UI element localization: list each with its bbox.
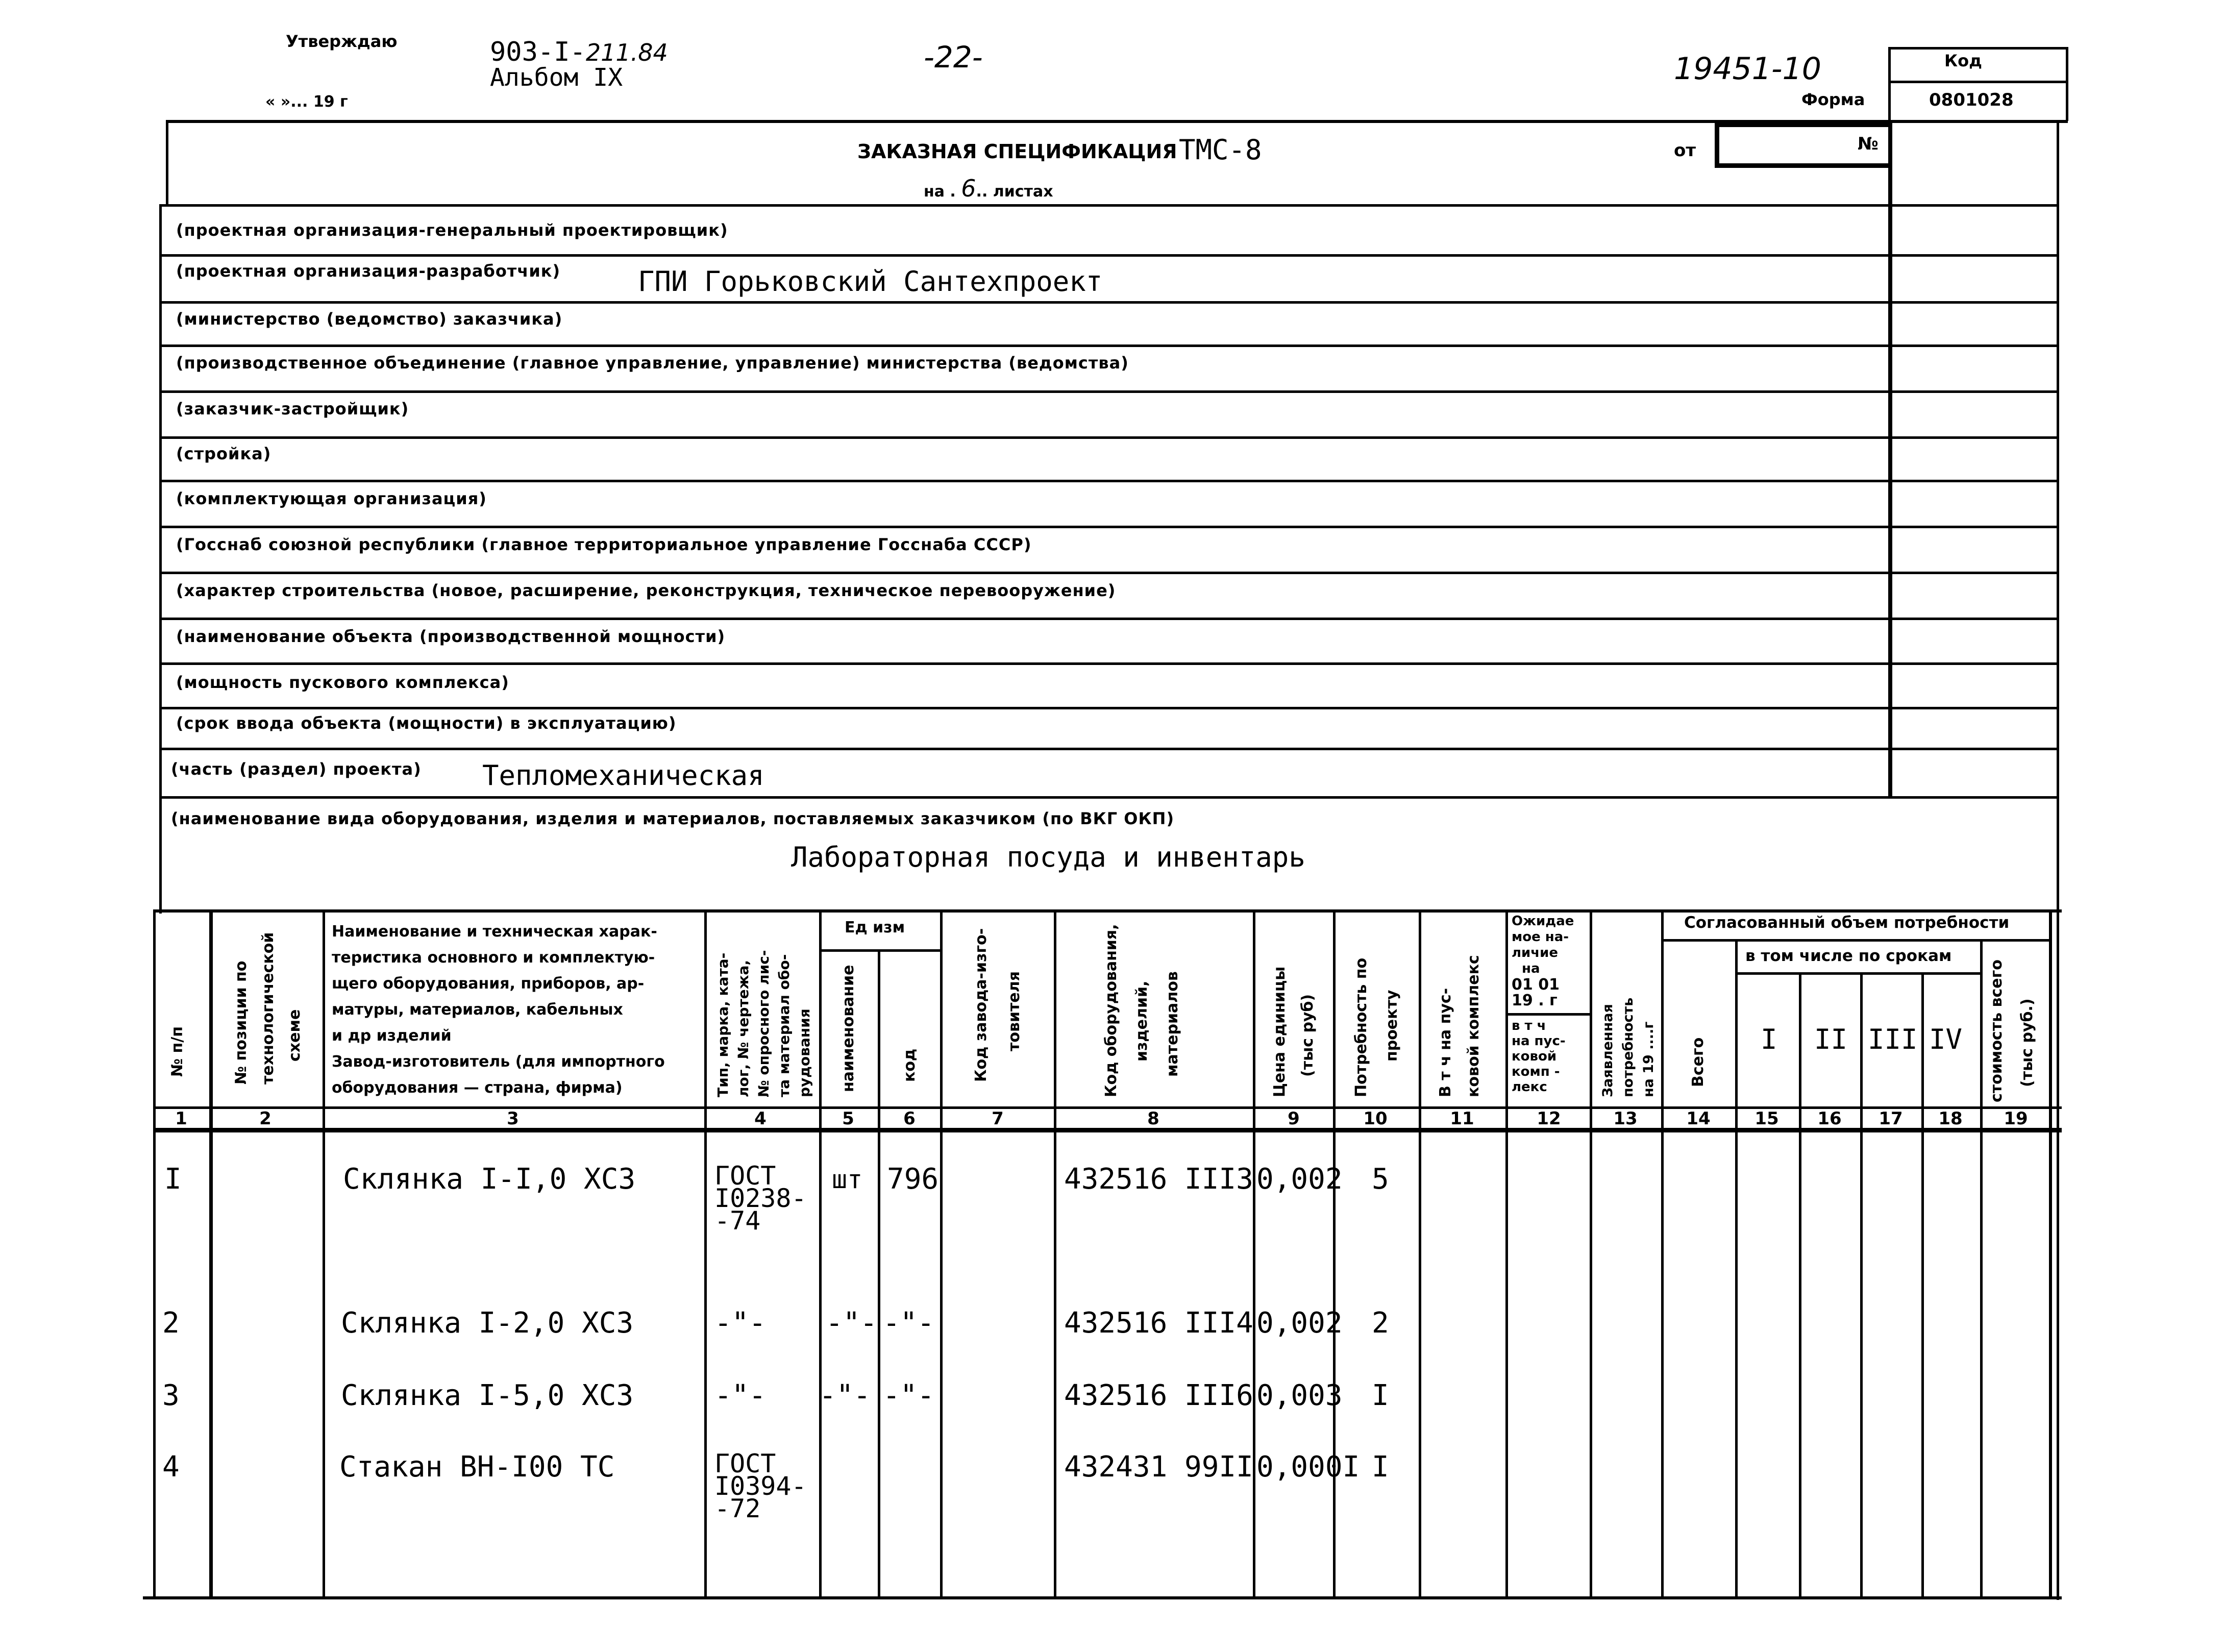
col-header-type-3: № опросного лис- — [755, 950, 772, 1097]
from-label: от — [1674, 140, 1696, 161]
col-header-maker-code-2: товителя — [1005, 971, 1023, 1051]
row-price: 0,000I — [1256, 1450, 1360, 1484]
col-header-expected-line: личие — [1512, 945, 1558, 960]
col-header-type-2: лог, № чертежа, — [735, 959, 752, 1097]
field-project-part: (часть (раздел) проекта) — [171, 759, 422, 779]
kod-label: Код — [1944, 51, 1982, 70]
col-header-agreed: Согласованный объем потребности — [1684, 914, 2010, 932]
col-number: 18 — [1938, 1108, 1963, 1129]
col-number: 13 — [1613, 1108, 1638, 1129]
col-number: 14 — [1686, 1108, 1711, 1129]
col-header-expected-start-line: комп - — [1512, 1064, 1560, 1079]
sheets-prefix: на . — [924, 183, 956, 201]
col-header-type-5: рудования — [796, 1008, 813, 1097]
page-number: -22- — [924, 40, 983, 75]
col-header-expected-start-line: на пус- — [1512, 1033, 1566, 1049]
col-header-type-4: та материал обо- — [776, 954, 793, 1097]
col-number: 16 — [1817, 1108, 1842, 1129]
row-need: 2 — [1372, 1306, 1389, 1340]
col-header-expected-line: 19 . г — [1512, 992, 1558, 1009]
row-equipment-code: 432516 III3 — [1064, 1163, 1253, 1196]
col-number: 15 — [1755, 1108, 1779, 1129]
approve-date: « »... 19 г — [265, 93, 348, 111]
album-label: Альбом IX — [490, 63, 623, 92]
row-name: Склянка I-I,0 ХСЗ — [343, 1163, 636, 1196]
forma-code: 0801028 — [1929, 90, 2014, 110]
row-type: -"- — [714, 1306, 767, 1340]
col-header-q4: IV — [1929, 1023, 1963, 1055]
doc-code — [490, 37, 668, 67]
row-equipment-code: 432516 III6 — [1064, 1379, 1253, 1412]
spec-id: ТМС-8 — [1179, 134, 1262, 166]
col-header-name-line: оборудования — страна, фирма) — [332, 1079, 623, 1097]
col-header-expected-line: на — [1522, 961, 1540, 976]
forma-label: Форма — [1801, 90, 1865, 109]
col-header-need-2: проекту — [1383, 990, 1401, 1062]
col-header-start-complex-1: В т ч на пус- — [1437, 988, 1454, 1097]
col-header-price-2: (тыс руб) — [1299, 994, 1317, 1077]
approve-label: Утверждаю — [286, 32, 398, 51]
row-type: -"- — [714, 1379, 767, 1412]
col-header-price-1: Цена единицы — [1271, 966, 1289, 1097]
sheets-suffix: .. листах — [976, 183, 1053, 201]
col-header-name-line: Наименование и техническая харак- — [332, 923, 657, 941]
doc-code-handwritten: 211.84 — [585, 39, 668, 66]
col-header-equip-code-1: Код оборудования, — [1102, 924, 1120, 1097]
doc-code-printed: 903-I- — [490, 37, 586, 67]
row-type-line: ГОСТ — [714, 1449, 776, 1478]
equipment-type-label: (наименование вида оборудования, изделия и материалов, поставляемых заказчиком (по ВКГ ОКП) — [171, 809, 1175, 828]
field-construction: (стройка) — [176, 444, 271, 463]
col-header-claimed-2: потребность — [1620, 997, 1636, 1097]
col-number: 7 — [992, 1108, 1004, 1129]
sheets-count: 6 — [961, 175, 976, 202]
col-header-total: Всего — [1689, 1037, 1707, 1087]
row-type-line: -72 — [714, 1494, 761, 1523]
col-header-name-line: матуры, материалов, кабельных — [332, 1001, 623, 1019]
col-header-expected-start — [1512, 1018, 1566, 1095]
col-header-position-3: схеме — [286, 1009, 304, 1062]
row-number: 2 — [162, 1306, 180, 1340]
col-number: 8 — [1147, 1108, 1159, 1129]
col-header-expected — [1512, 914, 1574, 1008]
col-header-q1: I — [1761, 1023, 1777, 1055]
col-header-expected-start-line: ковой — [1512, 1049, 1557, 1064]
col-number: 1 — [175, 1108, 187, 1129]
col-number: 9 — [1288, 1108, 1300, 1129]
col-header-claimed-1: Заявленная — [1600, 1004, 1616, 1097]
row-type-line: -74 — [714, 1206, 761, 1236]
row-price: 0,003 — [1256, 1379, 1343, 1412]
field-capacity: (мощность пускового комплекса) — [176, 673, 509, 692]
field-commissioning: (срок ввода объекта (мощности) в эксплуатацию) — [176, 713, 677, 733]
row-unit: -"- — [826, 1306, 878, 1340]
col-number: 3 — [507, 1108, 519, 1129]
col-header-claimed-3: на 19 ....г — [1641, 1021, 1657, 1097]
row-type — [714, 1449, 807, 1523]
col-header-need-1: Потребность по — [1352, 957, 1370, 1097]
field-general-designer: (проектная организация-генеральный проектировщик) — [176, 220, 728, 240]
col-number: 6 — [903, 1108, 916, 1129]
col-header-maker-code-1: Код завода-изго- — [972, 928, 990, 1082]
row-type-line: ГОСТ — [714, 1161, 776, 1191]
col-header-equip-code-3: материалов — [1164, 971, 1181, 1077]
row-name: Склянка I-2,0 ХСЗ — [341, 1306, 634, 1340]
number-sign: № — [1858, 134, 1879, 154]
col-header-position-2: технологической — [259, 932, 277, 1084]
row-equipment-code: 432431 99II — [1064, 1450, 1253, 1484]
row-need: I — [1372, 1379, 1389, 1412]
col-header-name — [332, 919, 665, 1101]
col-header-name-line: теристика основного и комплектую- — [332, 949, 655, 967]
field-developer-value: ГПИ Горьковский Сантехпроект — [638, 265, 1103, 298]
equipment-type-value: Лабораторная посуда и инвентарь — [791, 841, 1305, 873]
row-type-line: I0238- — [714, 1183, 807, 1213]
col-header-unit-group: Ед изм — [845, 919, 905, 936]
row-unit-code: -"- — [883, 1306, 935, 1340]
col-header-expected-start-line: лекс — [1512, 1079, 1547, 1095]
row-number: 3 — [162, 1379, 180, 1412]
col-number: 2 — [259, 1108, 271, 1129]
row-name: Склянка I-5,0 ХСЗ — [341, 1379, 634, 1412]
col-header-equip-code-2: изделий, — [1133, 980, 1151, 1062]
field-object-name: (наименование объекта (производственной мощности) — [176, 627, 726, 646]
field-project-part-value: Тепломеханическая — [482, 759, 764, 792]
registration-number: 19451-10 — [1674, 51, 1821, 87]
row-equipment-code: 432516 III4 — [1064, 1306, 1253, 1340]
col-header-name-line: и др изделий — [332, 1027, 452, 1045]
col-header-start-complex-2: ковой комплекс — [1465, 955, 1482, 1097]
col-number: 19 — [2004, 1108, 2028, 1129]
sheets-line — [924, 175, 1053, 202]
col-header-type-1: Тип, марка, ката- — [714, 952, 731, 1097]
col-header-position-1: № позиции по — [232, 960, 250, 1084]
col-header-cost-2: (тыс руб.) — [2018, 998, 2036, 1087]
col-number: 12 — [1537, 1108, 1561, 1129]
field-developer: (проектная организация-разработчик) — [176, 261, 561, 281]
col-number: 17 — [1879, 1108, 1903, 1129]
row-number: I — [164, 1163, 182, 1196]
row-unit-code: 796 — [887, 1163, 939, 1196]
row-number: 4 — [162, 1450, 180, 1484]
col-header-expected-line: 01 01 — [1512, 976, 1560, 994]
col-header-name-line: щего оборудования, приборов, ар- — [332, 975, 645, 993]
col-header-name-line: Завод-изготовитель (для импортного — [332, 1053, 665, 1071]
col-number: 4 — [754, 1108, 767, 1129]
row-type-line: I0394- — [714, 1471, 807, 1501]
col-header-cost-1: стоимость всего — [1988, 959, 2006, 1102]
col-header-by-terms: в том числе по срокам — [1745, 947, 1952, 965]
col-header-expected-line: Ожидае — [1512, 914, 1574, 929]
row-price: 0,002 — [1256, 1163, 1343, 1196]
col-number: 5 — [842, 1108, 854, 1129]
col-header-expected-start-line: в т ч — [1512, 1018, 1546, 1033]
col-header-q2: II — [1814, 1023, 1848, 1055]
row-unit-code: -"- — [883, 1379, 935, 1412]
col-header-unit-code: код — [901, 1048, 919, 1082]
row-need: 5 — [1372, 1163, 1389, 1196]
row-unit: шт — [832, 1165, 863, 1194]
row-need: I — [1372, 1450, 1389, 1484]
col-header-unit-name: наименование — [839, 965, 857, 1092]
row-name: Стакан ВН-I00 ТС — [339, 1450, 615, 1484]
col-number: 11 — [1450, 1108, 1474, 1129]
col-header-expected-line: мое на- — [1512, 929, 1569, 945]
row-unit: -"- — [819, 1379, 871, 1412]
col-header-q3: III — [1868, 1023, 1918, 1055]
field-ministry: (министерство (ведомство) заказчика) — [176, 309, 563, 329]
field-completing-org: (комплектующая организация) — [176, 489, 487, 508]
field-gossnab: (Госснаб союзной республики (главное территориальное управление Госснаба СССР) — [176, 535, 1032, 554]
spec-title: ЗАКАЗНАЯ СПЕЦИФИКАЦИЯ — [857, 140, 1177, 163]
field-production-association: (производственное объединение (главное управление, управление) министерства (ведомства) — [176, 353, 1129, 373]
col-header-number: № п/п — [168, 1026, 186, 1077]
field-customer: (заказчик-застройщик) — [176, 399, 409, 418]
col-number: 10 — [1363, 1108, 1388, 1129]
row-type — [714, 1161, 807, 1236]
field-construction-type: (характер строительства (новое, расширение, реконструкция, техническое перевооружение) — [176, 581, 1116, 600]
row-price: 0,002 — [1256, 1306, 1343, 1340]
